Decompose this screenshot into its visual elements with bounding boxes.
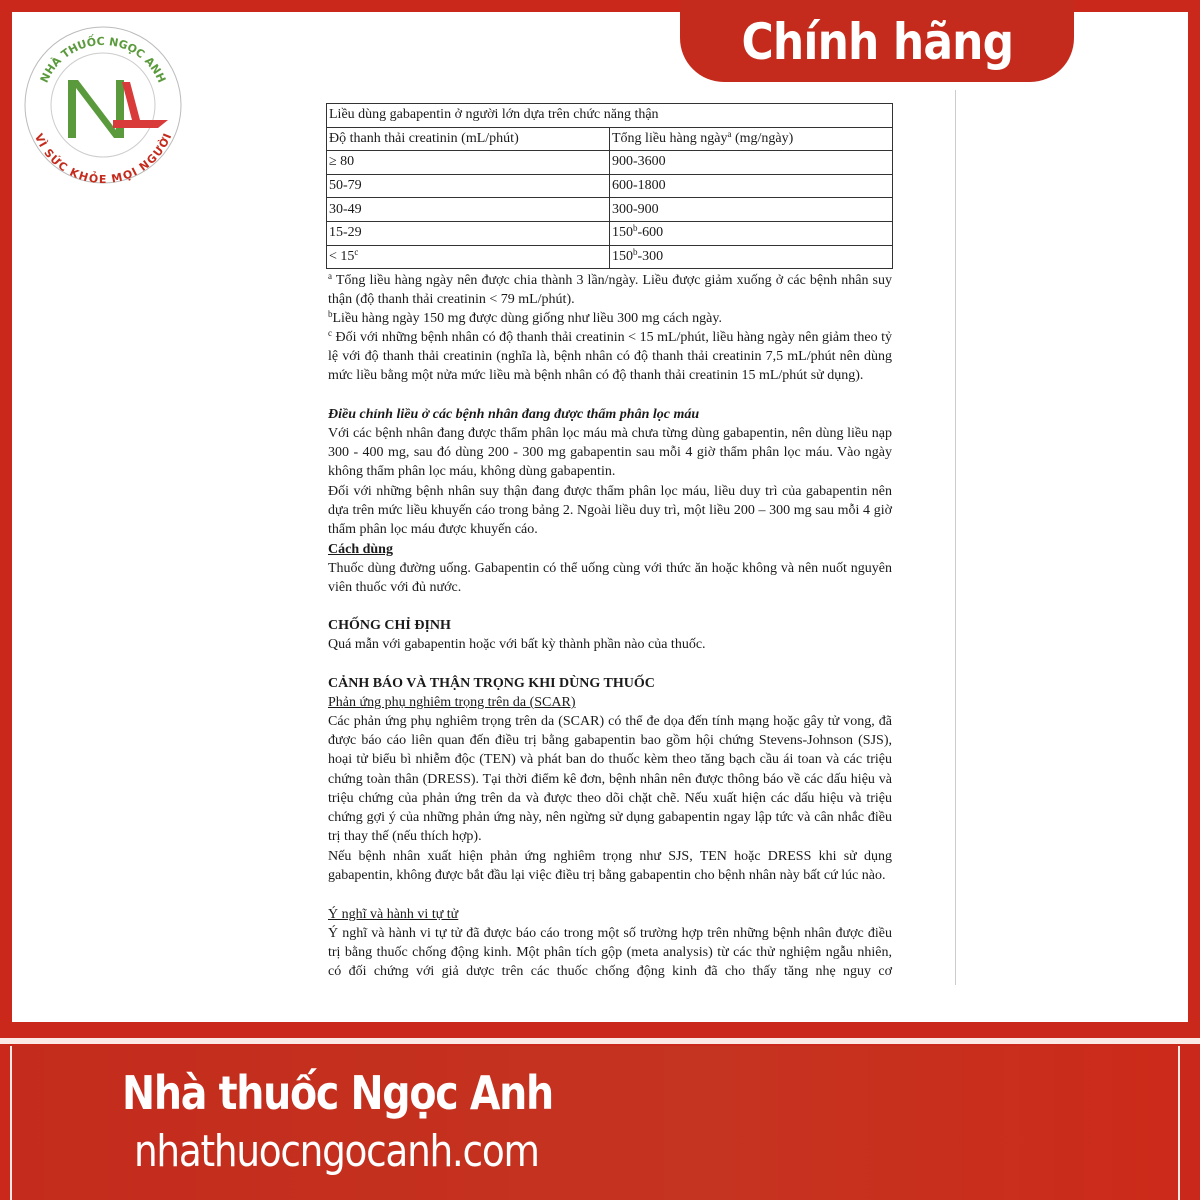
clearance-cell: ≥ 80 — [327, 151, 610, 175]
footnote-a: $^a$ Tổng liều hàng ngày nên được chia thành 3 lần/ngày. Liều được giảm xuống ở các bệnh nhân suy thận (độ thanh thải creatinin < 79 mL/phút). — [328, 271, 893, 308]
footnote-b: $^b$Liều hàng ngày 150 mg được dùng giống như liều 300 mg cách ngày. — [328, 309, 722, 326]
badge-text: Chính hãng — [741, 13, 1013, 71]
svg-text:VÌ SỨC KHỎE MỌI NGƯỜI: VÌ SỨC KHỎE MỌI NGƯỜI — [31, 131, 175, 187]
dose-cell: 150$^b$-600 — [610, 221, 893, 245]
table-header: Độ thanh thải creatinin (mL/phút) — [327, 127, 610, 151]
dose-cell: 300-900 — [610, 198, 893, 222]
dose-cell: 150$^b$-300 — [610, 245, 893, 269]
table-row — [327, 198, 893, 222]
footer-banner — [10, 1046, 1180, 1200]
pharmacy-logo — [18, 20, 188, 190]
scar-paragraph: Nếu bệnh nhân xuất hiện phản ứng nghiêm trọng như SJS, TEN hoặc DRESS khi sử dụng gabapentin, không được bắt đầu lại việc điều trị bằng gabapentin cho bệnh nhân này bất cứ lúc nào. — [328, 849, 892, 884]
clearance-cell: 50-79 — [327, 174, 610, 198]
dose-cell: 900-3600 — [610, 151, 893, 175]
authentic-badge — [680, 0, 1074, 82]
scar-paragraph: Các phản ứng phụ nghiêm trọng trên da (SCAR) có thể đe dọa đến tính mạng hoặc gây tử vong, đã được báo cáo liên quan đến điều trị bằng gabapentin bao gồm hội chứng Stevens-Johnson (SJS), hoại tử biểu bì nhiễm độc (TEN) và phát ban do thuốc kèm theo tăng bạch cầu ái toan và các triệu chứng toàn thân (DRESS). Tại thời điểm kê đơn, bệnh nhân nên được thông báo về các dấu hiệu và triệu chứng của phản ứng trên da và được theo dõi chặt chẽ. Nếu xuất hiện các dấu hiệu và triệu chứng gợi ý của những phản ứng này, nên ngừng sử dụng gabapentin ngay lập tức và cân nhắc điều trị thay thế (nếu thích hợp). — [328, 714, 892, 845]
table-row — [327, 221, 893, 245]
clearance-cell: < $15^c$ — [327, 245, 610, 269]
dose-cell: 600-1800 — [610, 174, 893, 198]
dialysis-paragraph: Đối với những bệnh nhân suy thận đang được thẩm phân lọc máu, liều duy trì của gabapentin nên dựa trên mức liều khuyến cáo trong bảng 2. Ngoài liều duy trì, một liều 200 – 300 mg sau mỗi 4 giờ thẩm phân lọc máu được khuyến cáo. — [328, 484, 892, 538]
footnote-c: $^c$ Đối với những bệnh nhân có độ thanh thải creatinin < 15 mL/phút, liều hàng ngày nên giảm theo tỷ lệ với độ thanh thải creatinin (nghĩa là, bệnh nhân có độ thanh thải creatinin 7,5 mL/phút nên dùng mức liều bằng một nửa mức liều mà bệnh nhân có độ thanh thải creatinin 15 mL/phút sử dụng). — [328, 328, 892, 384]
pharmacy-url: nhathuocngocanh.com — [134, 1126, 539, 1177]
clearance-cell: 30-49 — [327, 198, 610, 222]
table-title: Liều dùng gabapentin ở người lớn dựa trên chức năng thận — [327, 104, 893, 128]
warnings-heading: CẢNH BÁO VÀ THẬN TRỌNG KHI DÙNG THUỐC — [328, 676, 655, 691]
usage-heading: Cách dùng — [328, 542, 393, 557]
table-row — [327, 151, 893, 175]
page-edge-line — [955, 90, 956, 985]
table-row — [327, 174, 893, 198]
contraindication-heading: CHỐNG CHỈ ĐỊNH — [328, 618, 451, 633]
table-header: Tổng liều hàng ngày$^a$ (mg/ngày) — [610, 127, 893, 151]
table-row — [327, 245, 893, 269]
divider-strip — [0, 1038, 1200, 1044]
suicide-heading: Ý nghĩ và hành vi tự tử — [328, 907, 459, 922]
dialysis-heading: Điều chỉnh liều ở các bệnh nhân đang được thẩm phân lọc máu — [328, 407, 700, 422]
dialysis-paragraph: Với các bệnh nhân đang được thẩm phân lọc máu mà chưa từng dùng gabapentin, nên dùng liều nạp 300 - 400 mg, sau đó dùng 200 - 300 mg gabapentin sau mỗi 4 giờ thẩm phân lọc máu. Vào ngày không thẩm phân lọc máu, không dùng gabapentin. — [328, 426, 892, 480]
contraindication-paragraph: Quá mẫn với gabapentin hoặc với bất kỳ thành phần nào của thuốc. — [328, 637, 706, 652]
usage-paragraph: Thuốc dùng đường uống. Gabapentin có thể uống cùng với thức ăn hoặc không và nên nuốt nguyên viên thuốc với đủ nước. — [328, 561, 892, 596]
dosage-table — [326, 103, 893, 269]
svg-text:NHÀ THUỐC NGỌC ANH: NHÀ THUỐC NGỌC ANH — [37, 34, 169, 85]
pharmacy-name: Nhà thuốc Ngọc Anh — [122, 1066, 553, 1120]
scar-heading: Phản ứng phụ nghiêm trọng trên da (SCAR) — [328, 695, 576, 710]
clearance-cell: 15-29 — [327, 221, 610, 245]
suicide-paragraph: Ý nghĩ và hành vi tự tử đã được báo cáo trong một số trường hợp trên những bệnh nhân được điều trị bằng thuốc chống động kinh. Một phân tích gộp (meta analysis) từ các thử nghiệm ngẫu nhiên, có đối chứng với giả dược trên các thuốc chống động kinh đã cho thấy tăng nhẹ nguy cơ — [328, 926, 892, 980]
